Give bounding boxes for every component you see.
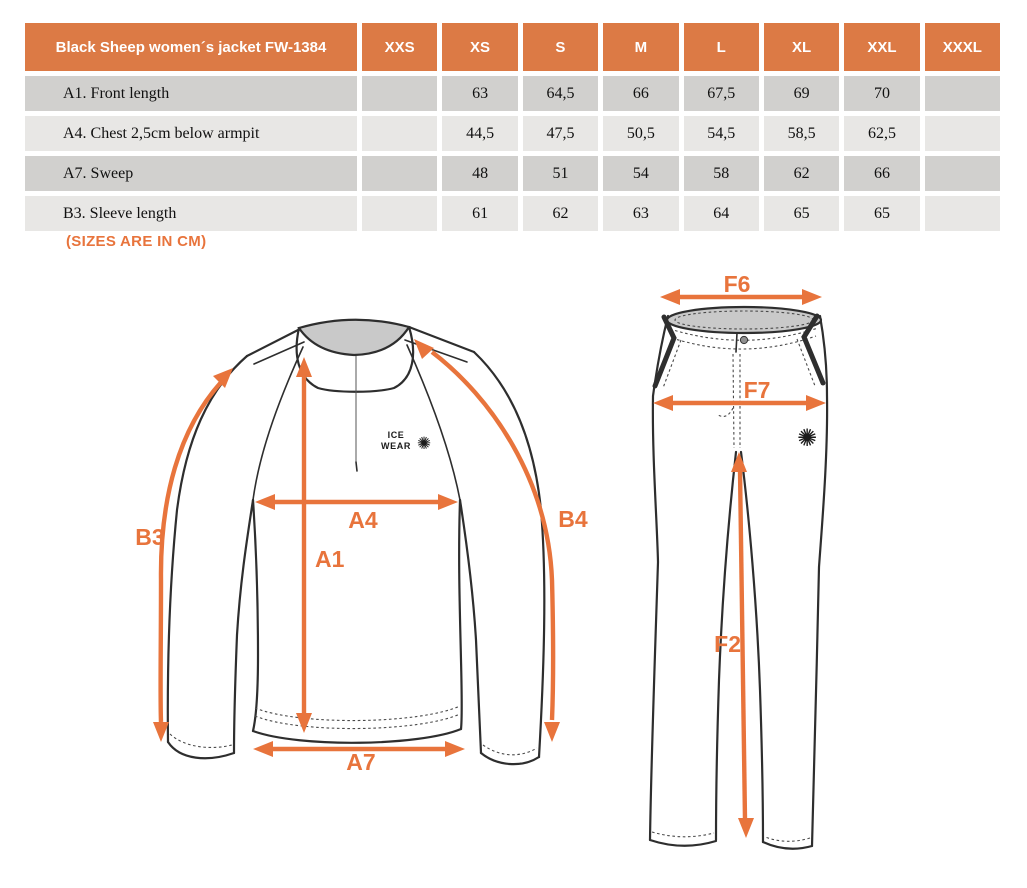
value-xs: 63 xyxy=(442,76,517,111)
pants-button xyxy=(740,336,747,343)
jacket-left-raglan-seam xyxy=(253,347,303,500)
size-column-header-l: L xyxy=(684,23,759,71)
label-f2: F2 xyxy=(714,631,741,657)
size-column-header-s: S xyxy=(523,23,598,71)
arrow-f2-head-top xyxy=(731,452,747,472)
value-l: 54,5 xyxy=(684,116,759,151)
label-a7: A7 xyxy=(346,749,376,775)
label-f6: F6 xyxy=(723,271,751,297)
arrow-b4 xyxy=(432,352,553,720)
arrow-f6-head-left xyxy=(660,289,680,305)
jacket-right-sleeve-inner xyxy=(460,500,481,753)
snowflake-icon: ✺ xyxy=(796,424,818,452)
jacket-left-shoulder xyxy=(247,329,300,356)
value-s: 62 xyxy=(523,196,598,231)
jacket-left-cuff xyxy=(168,742,234,758)
jacket-right-shoulder-seam xyxy=(405,340,467,362)
jacket-right-side xyxy=(459,500,462,729)
jacket-collar-top xyxy=(299,320,409,355)
size-column-header-xxxl: XXXL xyxy=(925,23,1000,71)
size-column-header-xxs: XXS xyxy=(362,23,437,71)
jacket-left-cuff-stitch xyxy=(170,734,232,747)
value-xs: 44,5 xyxy=(442,116,517,151)
value-xxl: 62,5 xyxy=(844,116,919,151)
arrow-f6-head-right xyxy=(802,289,822,305)
value-m: 54 xyxy=(603,156,678,191)
jacket-hem-stitch-2 xyxy=(255,706,460,721)
arrow-b4-head-top xyxy=(414,339,434,359)
value-s: 51 xyxy=(523,156,598,191)
pants-left-hem-stitch xyxy=(652,832,714,837)
value-xs: 48 xyxy=(442,156,517,191)
measurement-label: A7. Sweep xyxy=(25,156,357,191)
label-a4: A4 xyxy=(348,507,378,533)
size-column-header-xs: XS xyxy=(442,23,517,71)
pants-fly-top xyxy=(736,333,737,352)
jacket-left-sleeve-inner xyxy=(234,500,253,753)
value-xl: 65 xyxy=(764,196,839,231)
value-s: 64,5 xyxy=(523,76,598,111)
pants-left-hem xyxy=(650,840,716,846)
label-b4: B4 xyxy=(558,506,588,532)
size-column-header-m: M xyxy=(603,23,678,71)
pants-left-outer xyxy=(650,316,668,840)
arrow-a1-head-bottom xyxy=(296,713,312,733)
size-column-header-xl: XL xyxy=(764,23,839,71)
label-a1: A1 xyxy=(315,546,345,572)
jacket-right-sleeve xyxy=(474,352,544,757)
pants-fly-hook xyxy=(718,408,733,416)
arrow-b4-head-bottom xyxy=(544,722,560,742)
arrow-b3 xyxy=(161,379,224,722)
label-f7: F7 xyxy=(743,377,771,403)
jacket-right-cuff xyxy=(481,753,539,764)
arrow-a4-head-left xyxy=(255,494,275,510)
measurement-label: A4. Chest 2,5cm below armpit xyxy=(25,116,357,151)
arrow-f2-head-bottom xyxy=(738,818,754,838)
pants-waist-opening xyxy=(667,307,821,333)
jacket-measurements xyxy=(135,339,588,775)
pants-right-hem-stitch xyxy=(765,837,810,841)
value-s: 47,5 xyxy=(523,116,598,151)
value-l: 67,5 xyxy=(684,76,759,111)
value-xs: 61 xyxy=(442,196,517,231)
arrow-b3-head-bottom xyxy=(153,722,169,742)
value-xl: 62 xyxy=(764,156,839,191)
jacket-logo-line2: WEAR xyxy=(381,441,411,451)
value-xxl: 65 xyxy=(844,196,919,231)
jacket-right-cuff-stitch xyxy=(483,745,537,755)
size-column-header-xxl: XXL xyxy=(844,23,919,71)
pants-right-outer xyxy=(812,316,827,846)
label-b3: B3 xyxy=(135,524,165,550)
arrow-a4-head-right xyxy=(438,494,458,510)
value-xl: 69 xyxy=(764,76,839,111)
value-l: 58 xyxy=(684,156,759,191)
value-xxl: 66 xyxy=(844,156,919,191)
table-title: Black Sheep women´s jacket FW-1384 xyxy=(25,23,357,71)
sizes-note: (SIZES ARE IN CM) xyxy=(66,233,207,250)
snowflake-icon: ✺ xyxy=(416,434,432,454)
arrow-a7-head-right xyxy=(445,741,465,757)
arrow-a7-head-left xyxy=(253,741,273,757)
jacket-hem xyxy=(253,729,461,743)
jacket-logo xyxy=(381,430,431,454)
arrow-f7-head-right xyxy=(806,395,826,411)
measurement-label: A1. Front length xyxy=(25,76,357,111)
arrow-f7-head-left xyxy=(653,395,673,411)
measurement-label: B3. Sleeve length xyxy=(25,196,357,231)
pants-drawing xyxy=(650,307,827,849)
value-m: 66 xyxy=(603,76,678,111)
value-m: 63 xyxy=(603,196,678,231)
jacket-zipper-pull xyxy=(356,462,357,471)
value-xl: 58,5 xyxy=(764,116,839,151)
value-xxl: 70 xyxy=(844,76,919,111)
jacket-logo-line1: ICE xyxy=(387,430,405,440)
value-m: 50,5 xyxy=(603,116,678,151)
jacket-left-side xyxy=(253,500,258,731)
value-l: 64 xyxy=(684,196,759,231)
pants-right-hem xyxy=(763,842,812,849)
